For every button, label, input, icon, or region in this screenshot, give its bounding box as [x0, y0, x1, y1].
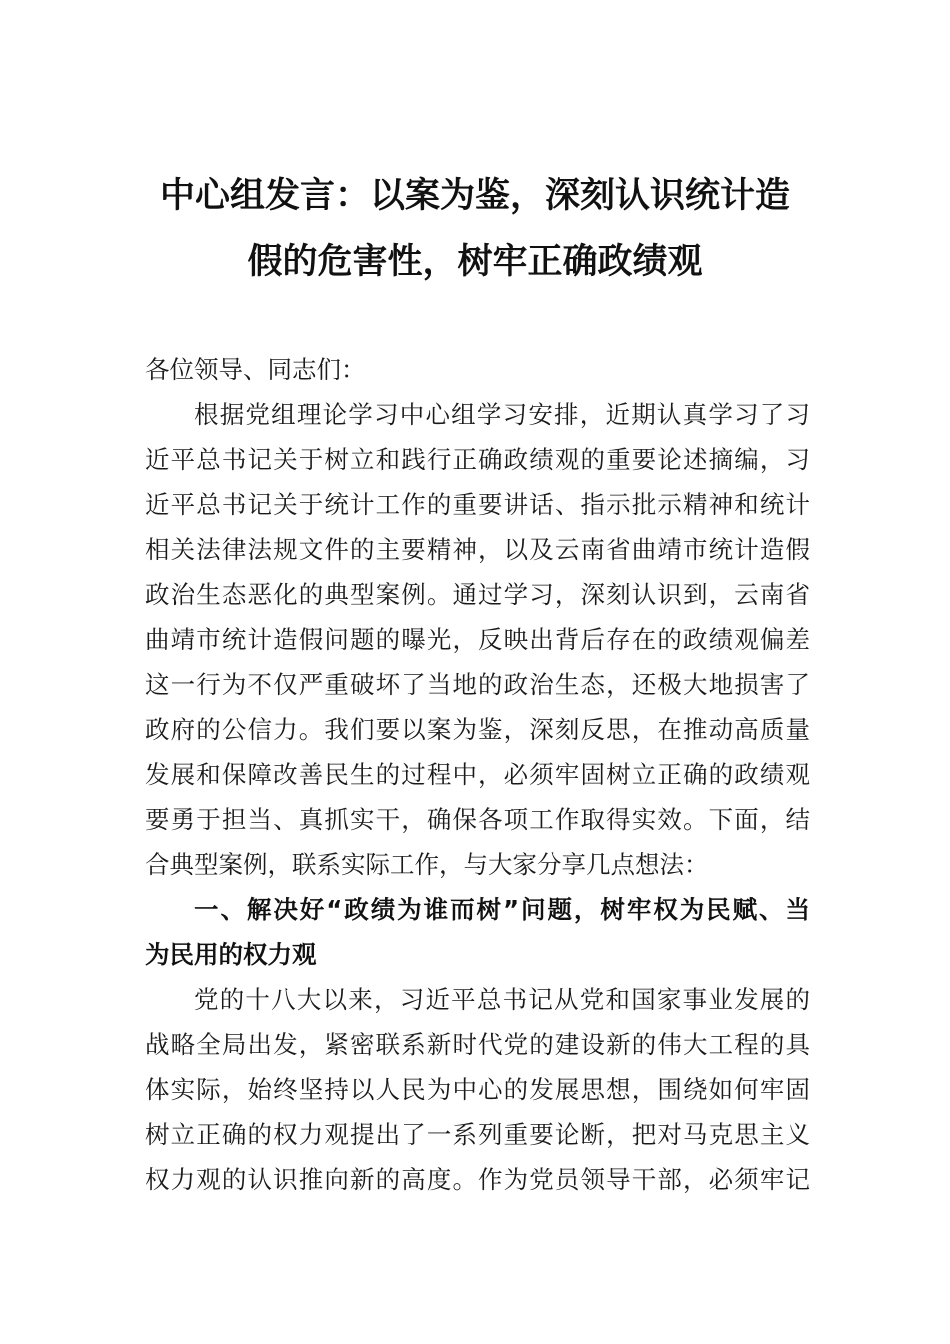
document-body — [145, 347, 810, 1202]
salutation: 各位领导、同志们： — [145, 355, 366, 384]
paragraph-line: 曲靖市统计造假问题的曝光，反映出背后存在的政绩观偏差 — [145, 625, 810, 654]
paragraph-line: 要勇于担当、真抓实干，确保各项工作取得实效。下面，结 — [145, 805, 810, 834]
paragraph-line: 树立正确的权力观提出了一系列重要论断，把对马克思主义 — [145, 1120, 810, 1149]
paragraph-line: 这一行为不仅严重破坏了当地的政治生态，还极大地损害了 — [145, 670, 810, 699]
paragraph-line: 相关法律法规文件的主要精神，以及云南省曲靖市统计造假 — [145, 535, 810, 564]
title-line: 假的危害性，树牢正确政绩观 — [247, 241, 703, 282]
document-title — [140, 163, 810, 295]
section-heading: 为民用的权力观 — [145, 940, 317, 969]
paragraph-line: 发展和保障改善民生的过程中，必须牢固树立正确的政绩观 — [145, 760, 810, 789]
paragraph-line: 体实际，始终坚持以人民为中心的发展思想，围绕如何牢固 — [145, 1075, 810, 1104]
title-line: 中心组发言：以案为鉴，深刻认识统计造 — [159, 175, 790, 216]
paragraph-line: 近平总书记关于树立和践行正确政绩观的重要论述摘编，习 — [145, 445, 810, 474]
paragraph-line: 权力观的认识推向新的高度。作为党员领导干部，必须牢记 — [145, 1165, 810, 1194]
paragraph-line: 政府的公信力。我们要以案为鉴，深刻反思，在推动高质量 — [145, 715, 810, 744]
section-heading: 一、解决好“政绩为谁而树”问题，树牢权为民赋、当 — [194, 895, 810, 924]
paragraph-line: 根据党组理论学习中心组学习安排，近期认真学习了习 — [194, 400, 810, 429]
paragraph-line: 合典型案例，联系实际工作，与大家分享几点想法： — [145, 850, 709, 879]
paragraph-line: 战略全局出发，紧密联系新时代党的建设新的伟大工程的具 — [145, 1030, 810, 1059]
paragraph-line: 政治生态恶化的典型案例。通过学习，深刻认识到，云南省 — [145, 580, 810, 609]
paragraph-line: 党的十八大以来，习近平总书记从党和国家事业发展的 — [194, 985, 810, 1014]
paragraph-line: 近平总书记关于统计工作的重要讲话、指示批示精神和统计 — [145, 490, 810, 519]
